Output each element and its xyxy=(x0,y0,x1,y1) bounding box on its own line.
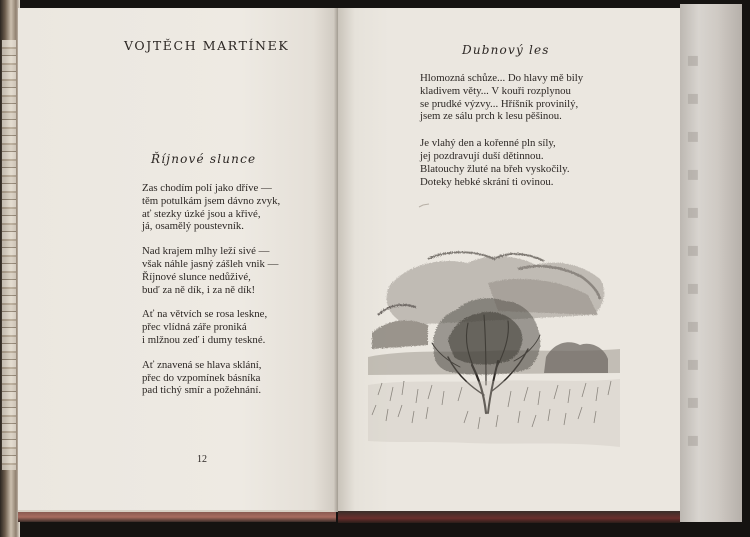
poem-line: já, osamělý poustevník. xyxy=(142,220,244,233)
stanza xyxy=(142,359,312,397)
poem-line: Blatouchy žluté na břeh vyskočily. xyxy=(420,162,570,175)
page-number: 12 xyxy=(197,454,207,465)
show-through-text: ▪ ▪ ▪ ▪ ▪ ▪ ▪ ▪ ▪ ▪ ▪ xyxy=(686,47,700,451)
poem-line: Ať na větvích se rosa leskne, xyxy=(142,308,268,321)
poem-line: těm potulkám jsem dávno zvyk, xyxy=(142,194,281,207)
poem-title-left: Říjnové slunce xyxy=(151,152,257,166)
poem-line: Ať znavená se hlava sklání, xyxy=(142,358,262,371)
underlying-pages-strip xyxy=(2,40,16,470)
ink-mark xyxy=(418,203,430,209)
poem-line: jsem ze sálu prch k lesu pěšinou. xyxy=(420,110,562,123)
poem-line: však náhle jasný zášleh vnik — xyxy=(142,257,279,270)
stanza xyxy=(142,182,312,233)
poem-right xyxy=(420,72,620,200)
poem-line: i mlžnou zeď i dumy teskné. xyxy=(142,333,266,346)
poem-line: ať stezky úzké jsou a křivé, xyxy=(142,207,261,220)
stanza xyxy=(420,137,620,188)
poem-line: jej pozdravují duší dětinnou. xyxy=(420,149,544,162)
poem-line: kladivem věty... V kouři rozplynou xyxy=(420,84,571,97)
poem-line: přec vlídná záře proniká xyxy=(142,321,247,334)
stanza xyxy=(142,308,312,346)
poem-line: pad tichý smír a požehnání. xyxy=(142,384,262,397)
poem-line: Je vlahý den a kořenné pln síly, xyxy=(420,137,556,150)
poem-left xyxy=(142,182,312,409)
poem-line: se prudké výzvy... Hříšník provinilý, xyxy=(420,97,579,110)
left-page-bottom-edge xyxy=(18,512,336,522)
right-page-bottom-edge xyxy=(338,511,680,523)
poem-line: přec do vzpomínek básníka xyxy=(142,371,261,384)
stanza xyxy=(142,245,312,296)
stanza xyxy=(420,72,620,123)
tree-landscape-illustration xyxy=(368,245,620,447)
poem-title-right: Dubnový les xyxy=(462,43,550,57)
poem-line: Zas chodím polí jako dříve — xyxy=(142,182,272,194)
poem-line: buď za ně dík, i za ně dík! xyxy=(142,283,256,296)
poem-line: Hlomozná schůze... Do hlavy mě bily xyxy=(420,72,584,84)
ground-wash xyxy=(368,379,620,447)
poem-line: Doteky hebké skrání ti ovinou. xyxy=(420,175,554,188)
poem-line: Nad krajem mlhy leží sivé — xyxy=(142,245,270,258)
author-header: VOJTĚCH MARTÍNEK xyxy=(124,38,290,53)
poem-line: Říjnové slunce nedůživé, xyxy=(142,270,251,283)
